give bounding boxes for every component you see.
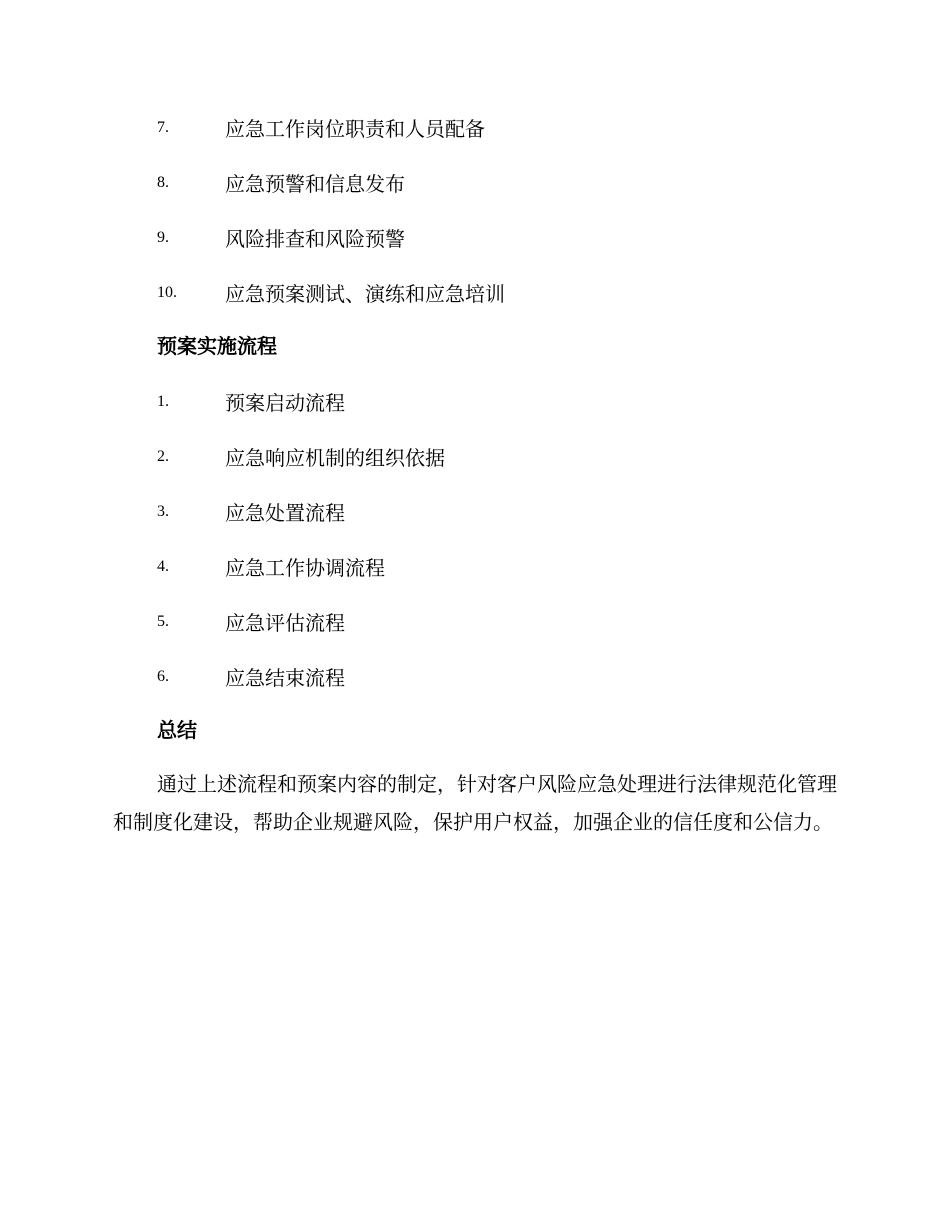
list-item-number: 1. xyxy=(157,392,169,410)
list-item-number: 3. xyxy=(157,502,169,520)
summary-paragraph: 通过上述流程和预案内容的制定，针对客户风险应急处理进行法律规范化管理和制度化建设，帮助企业规避风险，保护用户权益，加强企业的信任度和公信力。 xyxy=(113,772,837,834)
list-item xyxy=(157,594,445,649)
list-item xyxy=(157,265,505,320)
list-item-number: 2. xyxy=(157,447,169,465)
list-item-number: 6. xyxy=(157,667,169,685)
list-item-text: 应急处置流程 xyxy=(225,501,345,525)
list-item-text: 应急评估流程 xyxy=(225,611,345,635)
list-item-text: 应急预案测试、演练和应急培训 xyxy=(225,282,505,306)
list-item-text: 应急响应机制的组织依据 xyxy=(225,446,445,470)
list-item-number: 8. xyxy=(157,173,169,191)
list-process xyxy=(157,374,445,704)
list-item-text: 应急预警和信息发布 xyxy=(225,172,405,196)
list-item xyxy=(157,100,505,155)
list-item xyxy=(157,210,505,265)
list-item xyxy=(157,649,445,704)
list-item xyxy=(157,155,505,210)
list-top xyxy=(157,100,505,320)
list-item xyxy=(157,374,445,429)
section-heading-summary: 总结 xyxy=(157,718,197,742)
list-item-text: 风险排查和风险预警 xyxy=(225,227,405,251)
list-item-number: 5. xyxy=(157,612,169,630)
section-heading-process: 预案实施流程 xyxy=(157,334,277,358)
list-item-number: 9. xyxy=(157,228,169,246)
list-item xyxy=(157,539,445,594)
list-item-number: 4. xyxy=(157,557,169,575)
list-item-text: 应急结束流程 xyxy=(225,666,345,690)
list-item-text: 应急工作岗位职责和人员配备 xyxy=(225,117,485,141)
list-item xyxy=(157,429,445,484)
list-item-number: 7. xyxy=(157,118,169,136)
list-item-text: 预案启动流程 xyxy=(225,391,345,415)
list-item-text: 应急工作协调流程 xyxy=(225,556,385,580)
list-item-number: 10. xyxy=(157,283,177,301)
list-item xyxy=(157,484,445,539)
